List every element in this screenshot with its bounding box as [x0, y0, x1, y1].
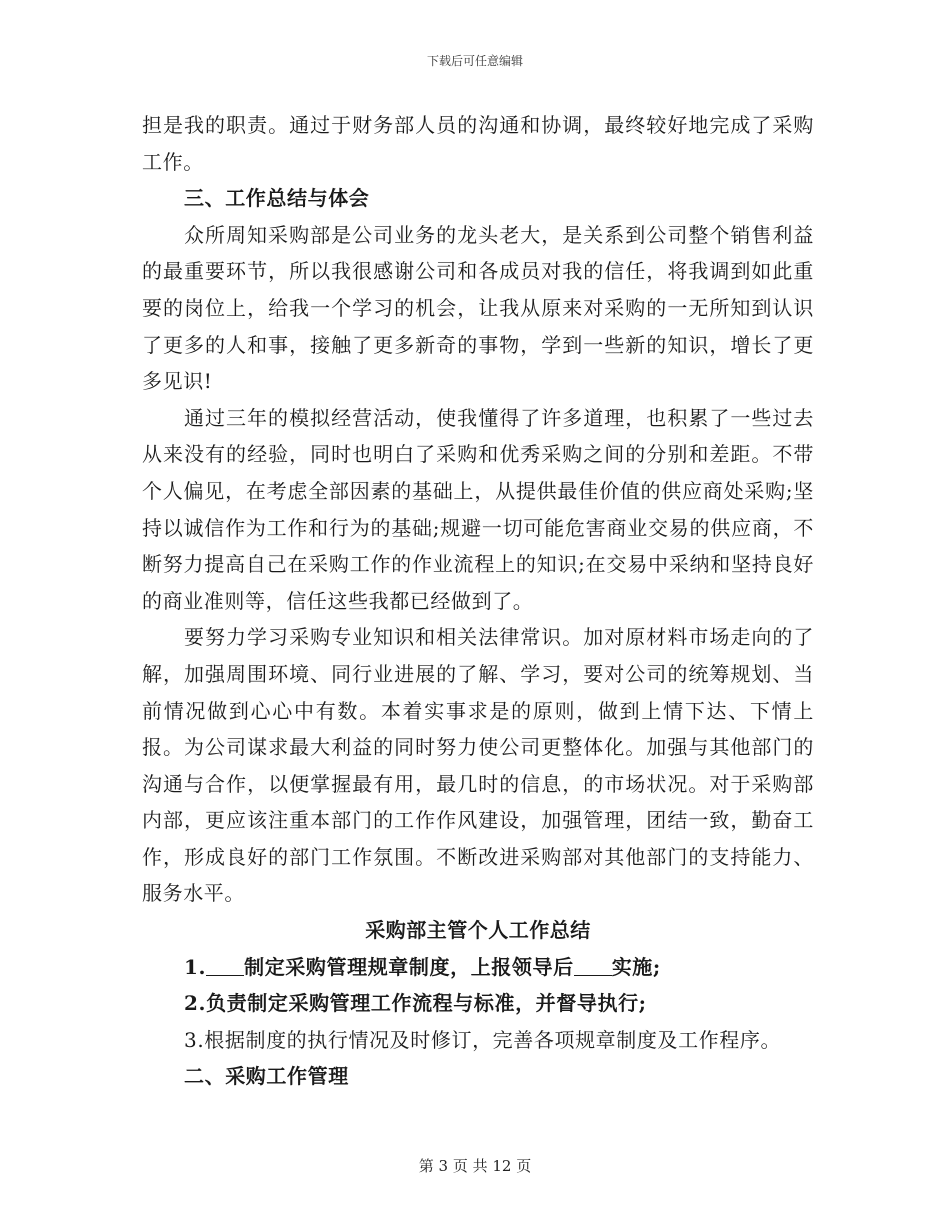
blank-underline [206, 955, 244, 976]
paragraph-continuation: 担是我的职责。通过于财务部人员的沟通和协调，最终较好地完成了采购工作。 [142, 113, 814, 174]
document-title: 采购部主管个人工作总结 [365, 918, 591, 943]
paragraph-experience: 通过三年的模拟经营活动，使我懂得了许多道理，也积累了一些过去从来没有的经验，同时也明白了采购和优秀采购之间的分别和差距。不带个人偏见，在考虑全部因素的基础上，从提供最佳价值的供应商处采购;坚持以诚信作为工作和行为的基础;规避一切可能危害商业交易的供应商，不断努力提高自己在采购工作的作业流程上的知识;在交易中采纳和坚持良好的商业准则等，信任这些我都已经做到了。 [142, 405, 814, 613]
page-header: 下载后可任意编辑 [426, 54, 523, 68]
page-footer: 第 3 页 共 12 页 [418, 1157, 532, 1175]
list-item-1-text: 制定采购管理规章制度，上报领导后 [244, 954, 574, 979]
list-item-1-tail: 实施; [611, 954, 661, 979]
section-heading-summary: 三、工作总结与体会 [184, 186, 370, 211]
document-body [142, 107, 814, 1095]
paragraph-gratitude: 众所周知采购部是公司业务的龙头老大，是关系到公司整个销售利益的最重要环节，所以我很感谢公司和各成员对我的信任，将我调到如此重要的岗位上，给我一个学习的机会，让我从原来对采购的一无所知到认识了更多的人和事，接触了更多新奇的事物，学到一些新的知识，增长了更多见识! [142, 222, 814, 394]
list-item-2: 2.负责制定采购管理工作流程与标准，并督导执行; [184, 991, 647, 1016]
section-heading-procurement: 二、采购工作管理 [184, 1064, 349, 1089]
list-item-1 [142, 949, 814, 986]
list-item-1-number: 1. [184, 954, 207, 979]
list-item-3: 3.根据制度的执行情况及时修订，完善各项规章制度及工作程序。 [184, 1027, 782, 1052]
paragraph-improvement: 要努力学习采购专业知识和相关法律常识。加对原材料市场走向的了解，加强周围环境、同行业进展的了解、学习，要对公司的统筹规划、当前情况做到心心中有数。本着实事求是的原则，做到上情下达、下情上报。为公司谋求最大利益的同时努力使公司更整体化。加强与其他部门的沟通与合作，以便掌握最有用，最几时的信息，的市场状况。对于采购部内部，更应该注重本部门的工作作风建设，加强管理，团结一致，勤奋工作，形成良好的部门工作氛围。不断改进采购部对其他部门的支持能力、服务水平。 [142, 625, 814, 906]
blank-underline [574, 955, 612, 976]
